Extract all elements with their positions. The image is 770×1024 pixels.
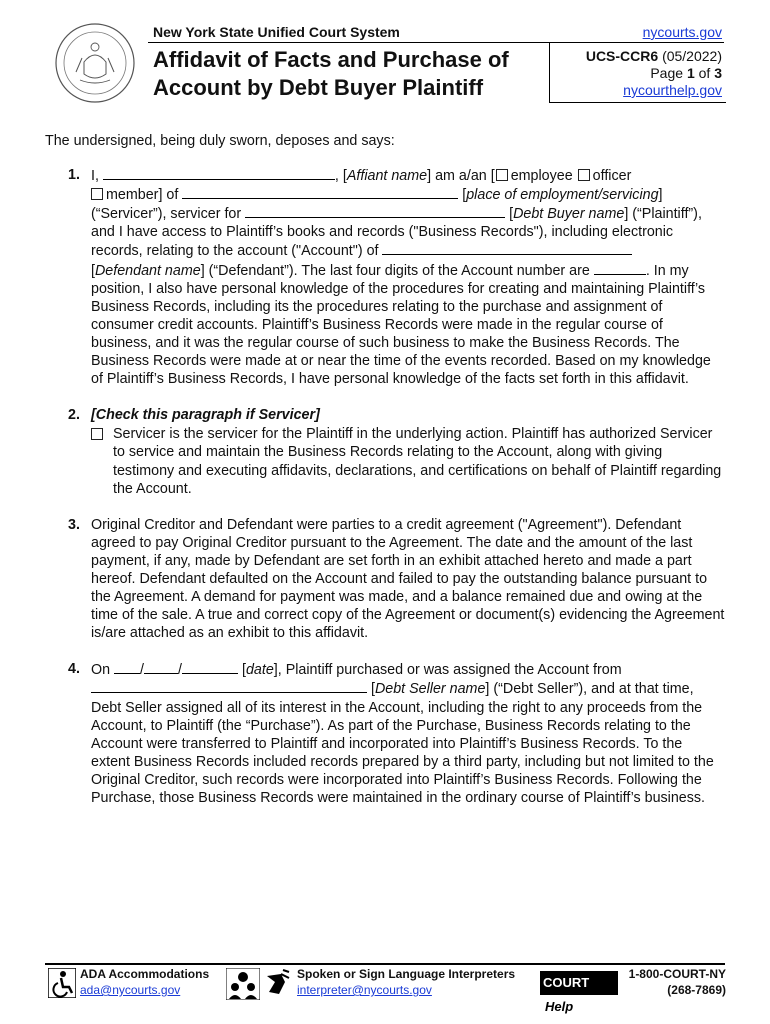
form-title: Affidavit of Facts and Purchase of Account by Debt Buyer Plaintiff — [153, 47, 509, 100]
paragraph-2: 2. [Check this paragraph if Servicer] Servicer is the servicer for the Plaintiff in the underlying action. Plaintiff has authorized Servicer to service and maintain the Business Records relating to the Account, along with giving testimony and executing affidavits, declarations, and certifications on behalf of Plaintiff regarding the Account. — [45, 406, 725, 497]
nycourts-link[interactable]: nycourts.gov — [642, 24, 722, 40]
employee-checkbox[interactable] — [496, 169, 508, 181]
form-code: UCS-CCR6 — [585, 48, 659, 64]
debt-buyer-name-field[interactable] — [245, 204, 505, 218]
interpreter-block — [297, 966, 515, 998]
affiant-name-field[interactable] — [103, 166, 335, 180]
ada-label: ADA Accommodations — [80, 967, 210, 981]
ada-block — [80, 966, 209, 998]
ada-email-link[interactable]: ada@nycourts.gov — [80, 983, 181, 997]
phone-text: 1-800-COURT-NY — [628, 967, 726, 981]
paragraph-4: 4. On / / [date], Plaintiff purchased or was assigned the Account from [Debt Seller name] (“Debt Seller”), and at that time, Debt Seller assigned all of its interest in the Account, including the right to any proceeds from the Account, to Plaintiff (the “Purchase”). As part of the Purchase, Business Records relating to the Account were transferred to Plaintiff and incorporated into Plaintiff’s Business Records. To the extent Business Records included records prepared by a third party, including but not limited to the Original Creditor, such records were incorporated into Plaintiff’s Business Records. Following the Purchase, those Business Records were maintained in the ordinary course of Plaintiff’s business. — [68, 661, 714, 806]
accessibility-icon — [48, 968, 76, 998]
phone-block — [624, 966, 726, 998]
affidavit-body — [45, 132, 725, 822]
account-holder-field[interactable] — [382, 241, 632, 255]
interpreters-icon — [226, 968, 260, 1000]
intro-text: The undersigned, being duly sworn, deposes and says: — [45, 133, 395, 149]
court-help-logo: COURT Help — [540, 971, 618, 995]
debt-seller-name-field[interactable] — [91, 679, 367, 693]
servicer-checkbox[interactable] — [91, 428, 103, 440]
paragraph-1: 1. I, , [Affiant name] am a/an [ employee officer member] of [place of employment/servicing] (“Servicer”), servicer for [Debt Buyer name] (“Plaintiff”), and I have access to Plaintiff’s books and records ("Business Records"), including electronic records, relating to the account ("Account") of [Defendant name] (“Defendant”). The last four digits of the Account number are . In my position, I also have personal knowledge of the procedures for creating and maintaining Plaintiff’s Business Records, including its the procedures relating to the purchase and assignment of consumer credit accounts. Plaintiff’s Business Records were made in the regular course of business, and it was the regular course of such business to make the Business Records. The Business Records were made at or near the time of the events recorded. Based on my knowledge of Plaintiff’s Business Records, I have personal knowledge of the facts set forth in this affidavit. — [68, 167, 711, 388]
footer-rule — [45, 963, 725, 965]
date-year-field[interactable] — [182, 660, 238, 674]
page-indicator: Page 1 of 3 — [650, 65, 722, 81]
account-last-four-field[interactable] — [594, 261, 646, 275]
member-checkbox[interactable] — [91, 188, 103, 200]
date-day-field[interactable] — [144, 660, 178, 674]
paragraph-3: 3. Original Creditor and Defendant were parties to a credit agreement ("Agreement"). Defendant agreed to pay Original Creditor pursuant to the Agreement. The date and the amount of the last payment, if any, made by Defendant are set forth in an exhibit attached hereto and made a part hereof. Defendant defaulted on the Account and failed to pay the outstanding balance pursuant to the Agreement. A demand for payment was made, and a balance remained due and owing at the time of the sale. A true and correct copy of the Agreement or document(s) evidencing the Agreement is/are attached as an exhibit to this affidavit. — [68, 516, 725, 642]
interpreter-label: Spoken or Sign Language Interpreters — [297, 967, 516, 981]
form-date: (05/2022) — [662, 48, 722, 64]
officer-checkbox[interactable] — [578, 169, 590, 181]
sign-language-icon — [263, 968, 293, 1000]
phone-number: (268-7869) — [667, 983, 726, 997]
interpreter-email-link[interactable]: interpreter@nycourts.gov — [297, 983, 432, 997]
servicer-heading: [Check this paragraph if Servicer] — [91, 407, 320, 424]
date-month-field[interactable] — [114, 660, 140, 674]
form-info-box — [549, 42, 726, 103]
court-system-name: New York State Unified Court System — [153, 24, 400, 40]
nys-seal-icon — [54, 22, 136, 104]
servicer-option: Servicer is the servicer for the Plaintiff in the underlying action. Plaintiff has authorized Servicer to service and maintain the Business Records relating to the Account, along with giving testimony and executing affidavits, declarations, and certifications on behalf of Plaintiff regarding the Account. — [91, 425, 725, 497]
nycourthelp-link[interactable]: nycourthelp.gov — [623, 82, 722, 98]
place-of-employment-field[interactable] — [182, 185, 458, 199]
